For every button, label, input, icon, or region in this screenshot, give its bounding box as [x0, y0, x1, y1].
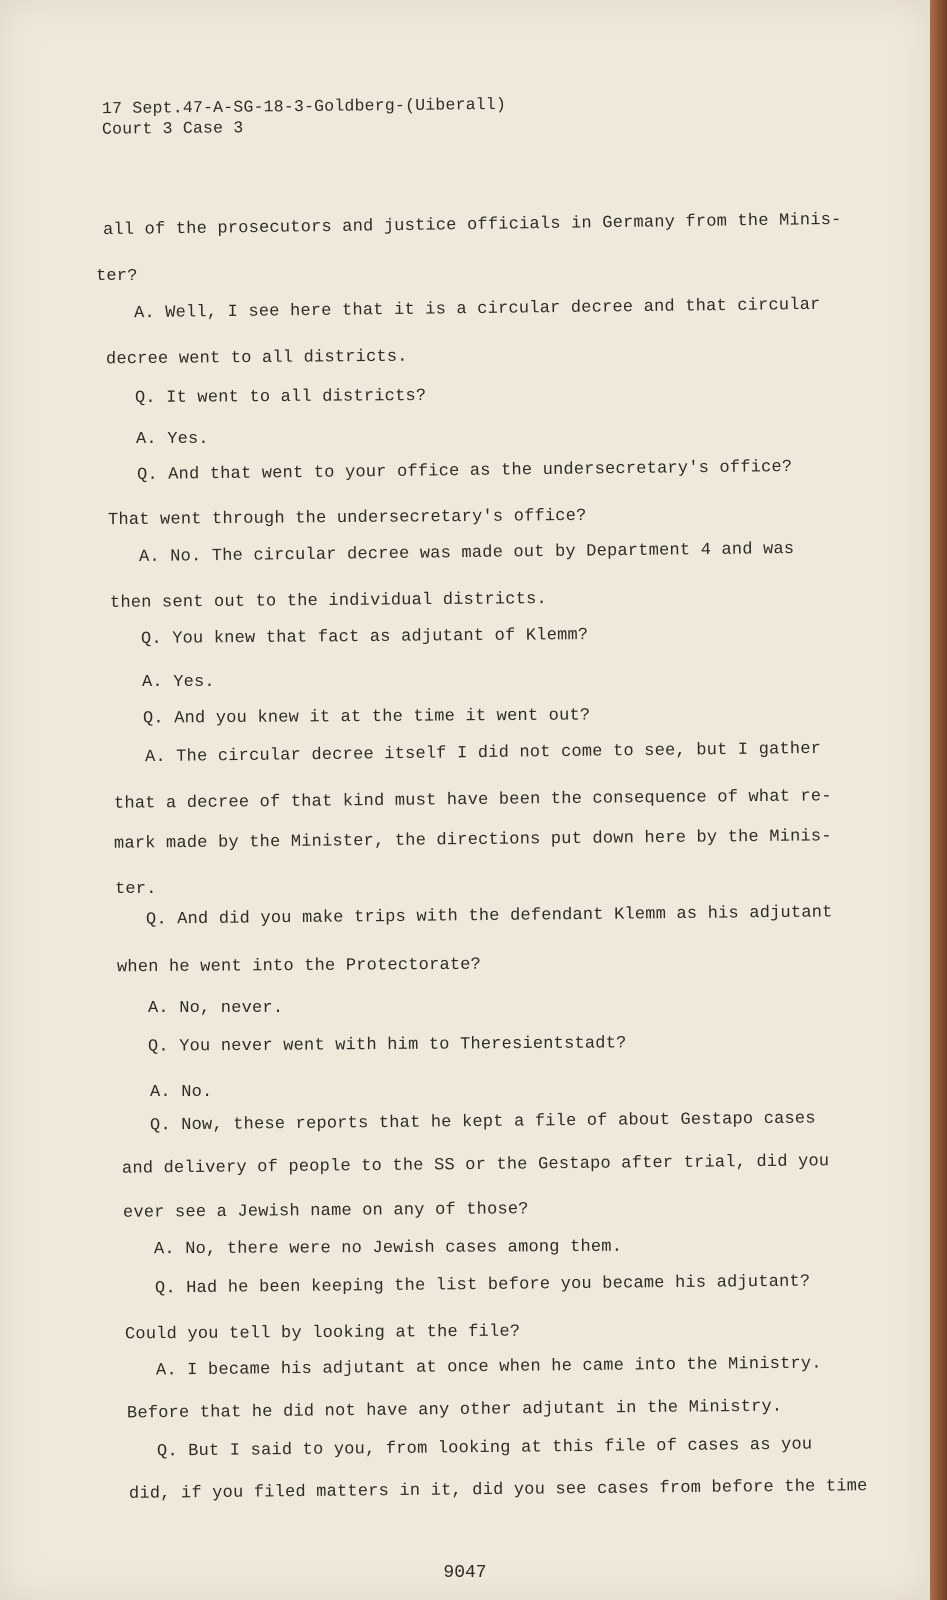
text-line: A. I became his adjutant at once when he came into the Ministry.: [155, 1354, 822, 1381]
text-line: mark made by the Minister, the directions put down here by the Minis-: [113, 827, 832, 854]
text-line: Q. It went to all districts?: [134, 386, 427, 409]
text-line: then sent out to the individual districts.: [109, 590, 547, 613]
page-number: 9047: [443, 1563, 487, 1583]
header-reference: 17 Sept.47-A-SG-18-3-Goldberg-(Uiberall): [101, 94, 507, 119]
text-line: A. No.: [150, 1083, 213, 1102]
text-line: A. Well, I see here that it is a circular decree and that circular: [133, 295, 821, 324]
text-line: Could you tell by looking at the file?: [124, 1322, 521, 1345]
text-line: Q. And did you make trips with the defendant Klemm as his adjutant: [145, 903, 833, 930]
text-line: A. No, there were no Jewish cases among them.: [153, 1237, 623, 1260]
text-line: when he went into the Protectorate?: [116, 955, 482, 978]
text-line: A. The circular decree itself I did not come to see, but I gather: [144, 739, 822, 768]
text-line: all of the prosecutors and justice officials in Germany from the Minis-: [102, 210, 842, 241]
text-line: A. No. The circular decree was made out by Department 4 and was: [138, 539, 795, 568]
text-line: Before that he did not have any other adjutant in the Ministry.: [126, 1397, 783, 1424]
text-line: ever see a Jewish name on any of those?: [122, 1200, 529, 1223]
text-line: Q. Now, these reports that he kept a file of about Gestapo cases: [149, 1109, 816, 1136]
text-line: A. No, never.: [148, 999, 284, 1018]
text-line: That went through the undersecretary's office?: [107, 506, 587, 531]
page-edge: [930, 0, 947, 1600]
text-line: Q. But I said to you, from looking at this file of cases as you: [156, 1435, 813, 1462]
text-line: Q. And that went to your office as the undersecretary's office?: [136, 457, 793, 486]
text-line: A. Yes.: [136, 430, 209, 449]
text-line: that a decree of that kind must have been the consequence of what re-: [113, 787, 832, 814]
header-court-case: Court 3 Case 3: [101, 118, 244, 139]
text-line: Q. You never went with him to Theresientstadt?: [147, 1034, 627, 1057]
text-line: A. Yes.: [142, 673, 215, 692]
text-line: ter.: [115, 880, 157, 899]
text-line: decree went to all districts.: [105, 347, 408, 370]
text-line: Q. You knew that fact as adjutant of Klemm?: [140, 626, 589, 649]
text-line: and delivery of people to the SS or the Gestapo after trial, did you: [121, 1152, 830, 1179]
text-line: Q. And you knew it at the time it went out?: [142, 706, 591, 729]
text-line: did, if you filed matters in it, did you see cases from before the time: [128, 1477, 868, 1504]
text-line: Q. Had he been keeping the list before you became his adjutant?: [154, 1272, 811, 1299]
text-line: ter?: [96, 267, 138, 286]
